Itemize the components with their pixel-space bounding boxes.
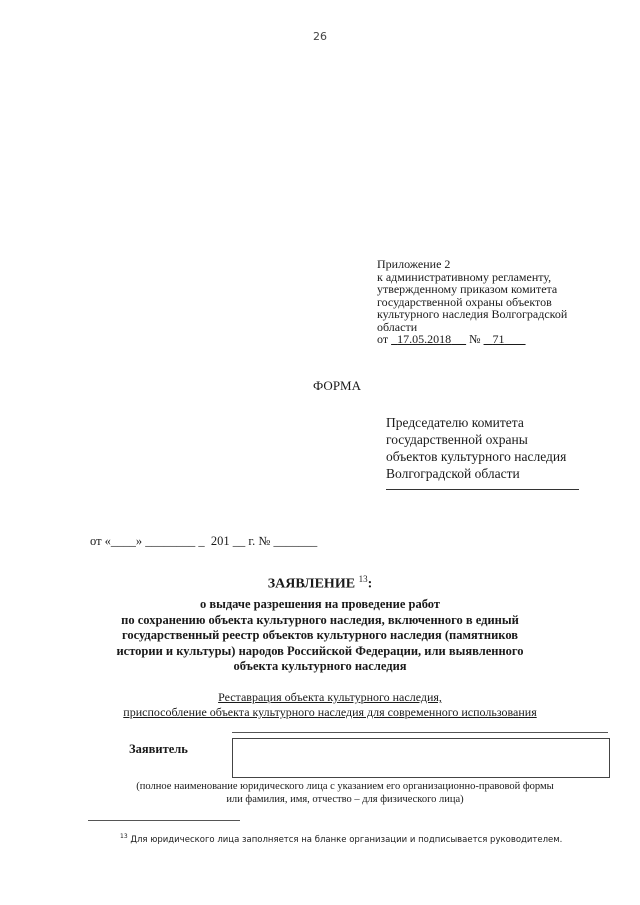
appendix-line: культурного наследия Волгоградской — [377, 307, 568, 321]
order-number: 71 — [492, 332, 505, 346]
appendix-line: области — [377, 319, 418, 334]
footnote-separator — [88, 820, 240, 821]
application-date-line: от «____» ________ _ 201 __ г. № _______ — [90, 534, 318, 548]
date-prefix: от — [377, 332, 389, 346]
addressee-line: Волгоградской области — [386, 466, 520, 481]
applicant-field[interactable] — [232, 738, 610, 778]
footnote-ref: 13 — [120, 833, 128, 840]
addressee-line: государственной охраны — [386, 432, 528, 447]
title-footnote-ref: 13 — [358, 574, 368, 584]
applicant-label: Заявитель — [129, 742, 188, 756]
appendix-header — [377, 258, 617, 346]
title-colon: : — [367, 576, 373, 592]
appendix-line: утвержденному приказом комитета — [377, 282, 558, 296]
appendix-line: к административному регламенту, — [377, 269, 552, 284]
addressee-line: Председателю комитета — [386, 415, 524, 430]
applicant-top-rule — [232, 732, 608, 733]
subject-line: государственный реестр объектов культурного наследия (памятников — [121, 628, 519, 642]
work-type-line: Реставрация объекта культурного наследия, — [218, 690, 442, 704]
subject-line: о выдаче разрешения на проведение работ — [199, 597, 441, 611]
addressee-block — [386, 414, 606, 482]
page-number: 26 — [313, 30, 327, 43]
footnote — [120, 833, 562, 845]
applicant-field-hint — [80, 780, 610, 806]
application-subject — [90, 597, 550, 675]
appendix-line: Приложение 2 — [377, 257, 451, 271]
hint-line: (полное наименование юридического лица с указанием его организационно-правовой формы — [136, 781, 554, 792]
order-date: 17.05.2018 — [397, 332, 452, 346]
hint-line: или фамилия, имя, отчество – для физического лица) — [226, 794, 464, 805]
addressee-line: объектов культурного наследия — [386, 449, 567, 464]
subject-line: объекта культурного наследия — [233, 659, 407, 673]
appendix-line: государственной охраны объектов — [377, 294, 552, 309]
subject-line: по сохранению объекта культурного наследия, включенного в единый — [121, 612, 519, 627]
subject-line: истории и культуры) народов Российской Федерации, или выявленного — [116, 643, 524, 658]
footnote-text: Для юридического лица заполняется на бланке организации и подписывается руководителем. — [127, 834, 563, 845]
work-type — [80, 690, 580, 720]
work-type-line: приспособление объекта культурного наследия для современного использования — [123, 705, 537, 719]
appendix-order-line — [377, 333, 617, 346]
form-label: ФОРМА — [313, 378, 361, 393]
document-title — [0, 574, 640, 593]
title-text: ЗАЯВЛЕНИЕ — [267, 576, 356, 592]
number-prefix: № — [469, 332, 481, 346]
addressee-blank-line[interactable] — [386, 489, 579, 490]
